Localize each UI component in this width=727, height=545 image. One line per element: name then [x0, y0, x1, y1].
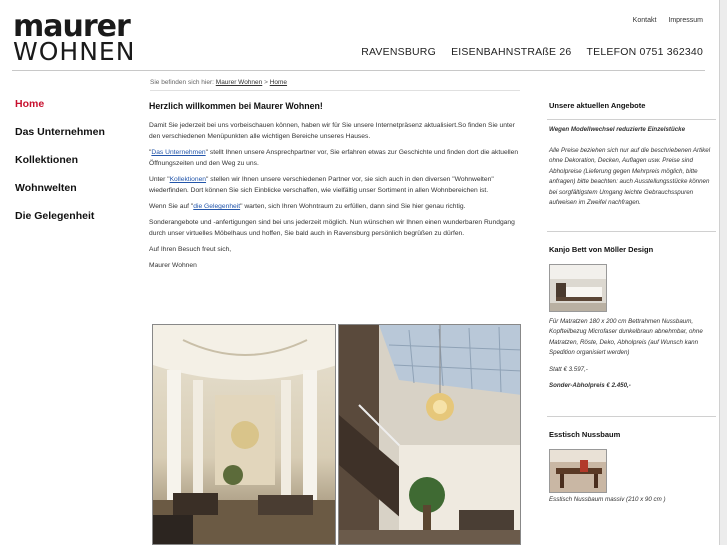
unternehmen-paragraph: "Das Unternehmen" stellt Ihnen unsere Ansprechpartner vor, Sie erfahren etwas zur Geschichte und finden dort die aktuellen Öffnungszeiten und den Weg zu uns.: [149, 149, 519, 167]
breadcrumb-prefix: Sie befinden sich hier:: [150, 79, 214, 86]
address-phone: TELEFON 0751 362340: [586, 46, 703, 58]
maurer-wohnen-logo[interactable]: [13, 9, 136, 66]
nav-item-die-gelegenheit[interactable]: Die Gelegenheit: [15, 210, 95, 222]
gelegenheit-link[interactable]: die Gelegenheit: [193, 203, 241, 210]
nav-item-wohnwelten[interactable]: Wohnwelten: [15, 182, 77, 194]
top-links: [623, 17, 703, 24]
esstisch-description: Esstisch Nussbaum massiv (210 x 90 cm ): [549, 495, 666, 503]
offers-divider: [547, 119, 716, 120]
nav-item-das-unternehmen[interactable]: Das Unternehmen: [15, 126, 105, 138]
gelegenheit-paragraph: [149, 201, 521, 212]
gelegenheit-text: " warten, sich Ihren Wohntraum zu erfüllen, dann sind Sie hier genau richtig.: [240, 203, 466, 210]
gelegenheit-pre: Wenn Sie auf ": [149, 203, 194, 210]
item1-divider: [547, 231, 716, 232]
kanjo-bett-old-price: Statt € 3.597,-: [549, 365, 588, 373]
kollektionen-text: " stellen wir Ihnen unsere verschiedenen Partner vor, sie sich auch in den diversen "Wohnwelten" wiederfinden. Dort können Sie sich Einblicke verschaffen, wie vielfältig unser Sortiment in allen Wohnbereichen ist.: [149, 176, 494, 194]
showroom-photo-staircase: [338, 324, 521, 545]
kanjo-bett-title: Kanjo Bett von Möller Design: [549, 244, 654, 254]
address-city: RAVENSBURG: [361, 46, 436, 58]
breadcrumb-link-home[interactable]: Home: [269, 79, 288, 86]
offers-title: Unsere aktuellen Angebote: [549, 101, 646, 110]
address-bar: [349, 46, 703, 58]
main-content: [149, 101, 521, 276]
unternehmen-link[interactable]: Das Unternehmen: [151, 149, 206, 156]
breadcrumb: [150, 79, 287, 86]
offers-subtitle: Wegen Modellwechsel reduzierte Einzelstücke: [549, 126, 686, 133]
kollektionen-link[interactable]: Kollektionen: [169, 176, 207, 183]
main-nav: [15, 98, 105, 238]
kanjo-bett-special-price: Sonder-Abholpreis € 2.450,-: [549, 382, 631, 389]
imprint-link[interactable]: Impressum: [668, 17, 703, 24]
contact-link[interactable]: Kontakt: [632, 17, 657, 24]
kollektionen-pre: Unter ": [149, 176, 170, 183]
header-divider: [12, 70, 705, 71]
page-title: Herzlich willkommen bei Maurer Wohnen!: [149, 101, 323, 111]
sidebar-offers: [549, 101, 714, 505]
offers-text: Alle Preise beziehen sich nur auf die beschriebenen Artikel ohne Dekoration, Decken, Auflagen usw. Preise sind Abholpreise (Lieferung gegen Mehrpreis möglich, bitte anfragen) bitte beachten: auch Ausstellungsstücke können bei sorgfältigstem Umgang leichte Gebrauchsspuren aufweisen im Zweifel nachfragen.: [549, 146, 711, 206]
logo-line-2: WOHNEN: [13, 37, 136, 66]
nav-item-home[interactable]: Home: [15, 98, 45, 110]
intro-paragraph: Damit Sie jederzeit bei uns vorbeischauen können, haben wir für Sie unsere Internetpräsenz aktualisiert.So finden Sie unter den verschiedenen Menüpunkten alle wichtigen Bereiche unseres Hauses.: [149, 122, 515, 140]
signature-line: Maurer Wohnen: [149, 262, 197, 269]
esstisch-thumbnail[interactable]: [549, 449, 607, 493]
esstisch-title: Esstisch Nussbaum: [549, 429, 621, 439]
breadcrumb-link-maurer-wohnen[interactable]: Maurer Wohnen: [215, 79, 263, 86]
address-street: EISENBAHNSTRAßE 26: [451, 46, 572, 58]
kollektionen-paragraph: [149, 174, 521, 196]
nav-item-kollektionen[interactable]: Kollektionen: [15, 154, 79, 166]
breadcrumb-divider: [150, 90, 520, 91]
item2-divider: [547, 416, 716, 417]
kanjo-bett-description: Für Matratzen 180 x 200 cm Bettrahmen Nussbaum, Kopfteilbezug Microfaser dunkelbraun abnehmbar, ohne Matratzen, Röste, Deko, Abholpreis (auf Wunsch kann Spedition organisiert werden): [549, 317, 703, 356]
greeting-line: Auf Ihren Besuch freut sich,: [149, 246, 232, 253]
showroom-photo-hall: [152, 324, 336, 545]
kanjo-bett-thumbnail[interactable]: [549, 264, 607, 312]
logo-line-1: maurer: [13, 9, 130, 44]
breadcrumb-separator: >: [264, 79, 268, 86]
unternehmen-text: stellt Ihnen unsere Ansprechpartner vor, Sie erfahren etwas zur Geschichte und finden dort die aktuellen Öffnungszeiten und den Weg zu uns.: [149, 149, 519, 167]
sonderangebote-paragraph: Sonderangebote und -anfertigungen sind bei uns jederzeit möglich. Nun wünschen wir Ihnen einen wunderbaren Rundgang durch unser virtuelles Möbelhaus und hoffen, Sie bald auch in Ravensburg persönlich begrüßen zu dürfen.: [149, 219, 515, 237]
